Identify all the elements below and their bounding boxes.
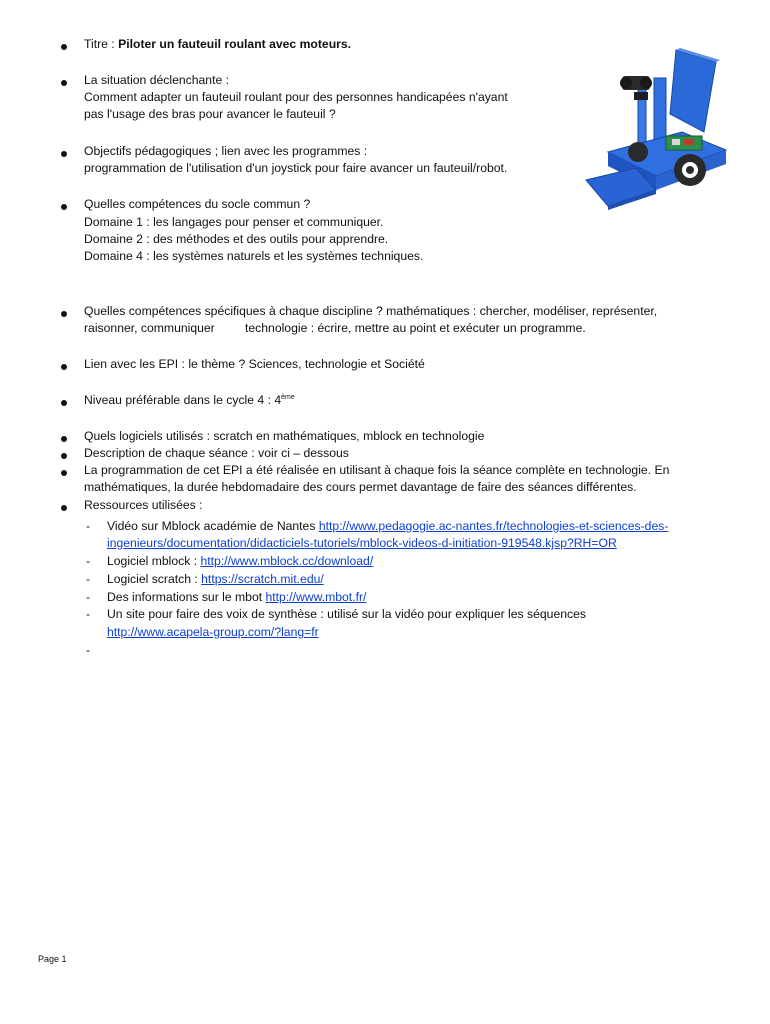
bullet-icon [61, 470, 67, 476]
bullet-icon [61, 400, 67, 406]
resource-2 [107, 553, 373, 570]
bullet-icon [61, 436, 67, 442]
resource-4-link[interactable]: http://www.mbot.fr/ [265, 590, 367, 604]
bullet-icon [61, 453, 67, 459]
domain-1: Domaine 1 : les langages pour penser et communiquer. [84, 215, 384, 229]
title-line [84, 36, 351, 53]
resource-3 [107, 571, 324, 588]
situation-heading: La situation déclenchante : [84, 73, 230, 87]
resource-1 [107, 518, 668, 535]
resource-5-link[interactable]: http://www.acapela-group.com/?lang=fr [107, 625, 319, 639]
title-prefix: Titre : [84, 37, 119, 51]
bullet-icon [61, 80, 67, 86]
resource-4-label: Des informations sur le mbot [107, 590, 266, 604]
resource-5-label: Un site pour faire des voix de synthèse : utilisé sur la vidéo pour expliquer les séquences [107, 607, 586, 621]
bullet-icon [61, 44, 67, 50]
domain-2: Domaine 2 : des méthodes et des outils pour apprendre. [84, 232, 389, 246]
bullet-icon [61, 505, 67, 511]
cycle-level-text: Niveau préférable dans le cycle 4 : 4 [84, 393, 282, 407]
document-title: Piloter un fauteuil roulant avec moteurs. [118, 37, 352, 51]
dash-marker: - [86, 590, 91, 604]
dash-marker: - [86, 572, 91, 586]
resource-3-label: Logiciel scratch : [107, 572, 202, 586]
cycle-level [84, 392, 295, 409]
resources-heading: Ressources utilisées : [84, 498, 203, 512]
dash-marker: - [86, 607, 91, 621]
robot-wheelchair-image [578, 40, 750, 212]
resource-2-link[interactable]: http://www.mblock.cc/download/ [200, 554, 374, 568]
bullet-icon [61, 364, 67, 370]
specific-skills-2b: technologie : écrire, mettre au point et exécuter un programme. [245, 321, 586, 335]
objectives-text: programmation de l'utilisation d'un joystick pour faire avancer un fauteuil/robot. [84, 161, 508, 175]
cycle-level-sup: ème [281, 393, 295, 401]
bullet-icon [61, 151, 67, 157]
session-description: Description de chaque séance : voir ci – dessous [84, 446, 349, 460]
resource-2-label: Logiciel mblock : [107, 554, 201, 568]
dash-marker: - [86, 554, 91, 568]
domain-4: Domaine 4 : les systèmes naturels et les systèmes techniques. [84, 249, 424, 263]
objectives-heading: Objectifs pédagogiques ; lien avec les programmes : [84, 144, 368, 158]
specific-skills-1: Quelles compétences spécifiques à chaque discipline ? mathématiques : chercher, modéliser, représenter, [84, 304, 658, 318]
bullet-icon [61, 204, 67, 210]
resource-1-link[interactable]: http://www.pedagogie.ac-nantes.fr/technologies-et-sciences-des- [318, 519, 669, 533]
situation-text-2: pas l'usage des bras pour avancer le fauteuil ? [84, 107, 336, 121]
specific-skills-2a: raisonner, communiquer [84, 321, 215, 335]
programming-note-2: mathématiques, la durée hebdomadaire des cours permet davantage de faire des séances différentes. [84, 480, 637, 494]
socle-heading: Quelles compétences du socle commun ? [84, 197, 311, 211]
resource-1-link-cont[interactable]: ingenieurs/documentation/didacticiels-tutoriels/mblock-videos-d-initiation-919548.kjsp?RH=OR [107, 536, 617, 550]
programming-note-1: La programmation de cet EPI a été réalisée en utilisant à chaque fois la séance complète en technologie. En [84, 463, 670, 477]
dash-marker: - [86, 643, 91, 657]
epi-link: Lien avec les EPI : le thème ? Sciences, technologie et Société [84, 357, 425, 371]
dash-marker: - [86, 519, 91, 533]
software-used: Quels logiciels utilisés : scratch en mathématiques, mblock en technologie [84, 429, 485, 443]
resource-3-link[interactable]: https://scratch.mit.edu/ [201, 572, 324, 586]
page-number: Page 1 [38, 954, 67, 964]
situation-text-1: Comment adapter un fauteuil roulant pour des personnes handicapées n'ayant [84, 90, 508, 104]
resource-1-label: Vidéo sur Mblock académie de Nantes [107, 519, 319, 533]
resource-4 [107, 589, 366, 606]
bullet-icon [61, 311, 67, 317]
